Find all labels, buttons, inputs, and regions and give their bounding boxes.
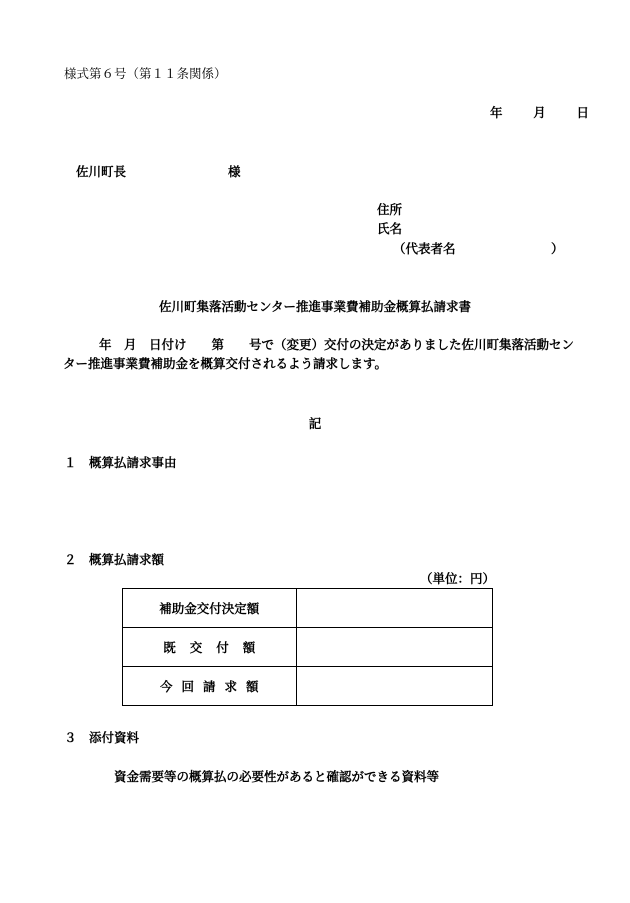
name-label: 氏名 — [377, 221, 403, 236]
section-3-heading: ３ 添付資料 — [64, 730, 140, 745]
request-body-text: 年 月 日付け 第 号で（変更）交付の決定がありました佐川町集落活動センター推進事業費補助金を概算交付されるよう請求します。 — [63, 337, 575, 371]
representative-close-paren: ） — [551, 241, 564, 256]
table-row-value[interactable] — [296, 589, 492, 628]
attachment-description: 資金需要等の概算払の必要性があると確認ができる資料等 — [114, 769, 440, 784]
table-row-value[interactable] — [296, 628, 492, 667]
representative-label: （代表者名 — [393, 241, 456, 256]
date-day: 日 — [576, 105, 589, 120]
table-row-label: 今回請求額 — [123, 667, 297, 706]
ki-heading: 記 — [308, 416, 322, 431]
date-year: 年 — [490, 105, 503, 120]
document-title: 佐川町集落活動センター推進事業費補助金概算払請求書 — [158, 299, 471, 314]
form-number: 様式第６号（第１１条関係） — [64, 66, 227, 81]
addressee-name: 佐川町長 — [76, 164, 127, 179]
unit-label: （単位：円） — [420, 571, 496, 586]
section-1-heading: １ 概算払請求事由 — [64, 455, 177, 470]
table-row — [123, 667, 493, 706]
table-row — [123, 589, 493, 628]
date-month: 月 — [533, 105, 546, 120]
addressee-honorific: 様 — [228, 164, 241, 179]
table-row-label: 既交付額 — [123, 628, 297, 667]
address-label: 住所 — [377, 202, 403, 217]
section-2-heading: ２ 概算払請求額 — [64, 552, 165, 567]
table-row — [123, 628, 493, 667]
amount-table — [122, 588, 493, 706]
date-line — [490, 103, 593, 121]
table-row-value[interactable] — [296, 667, 492, 706]
table-row-label: 補助金交付決定額 — [123, 589, 297, 628]
